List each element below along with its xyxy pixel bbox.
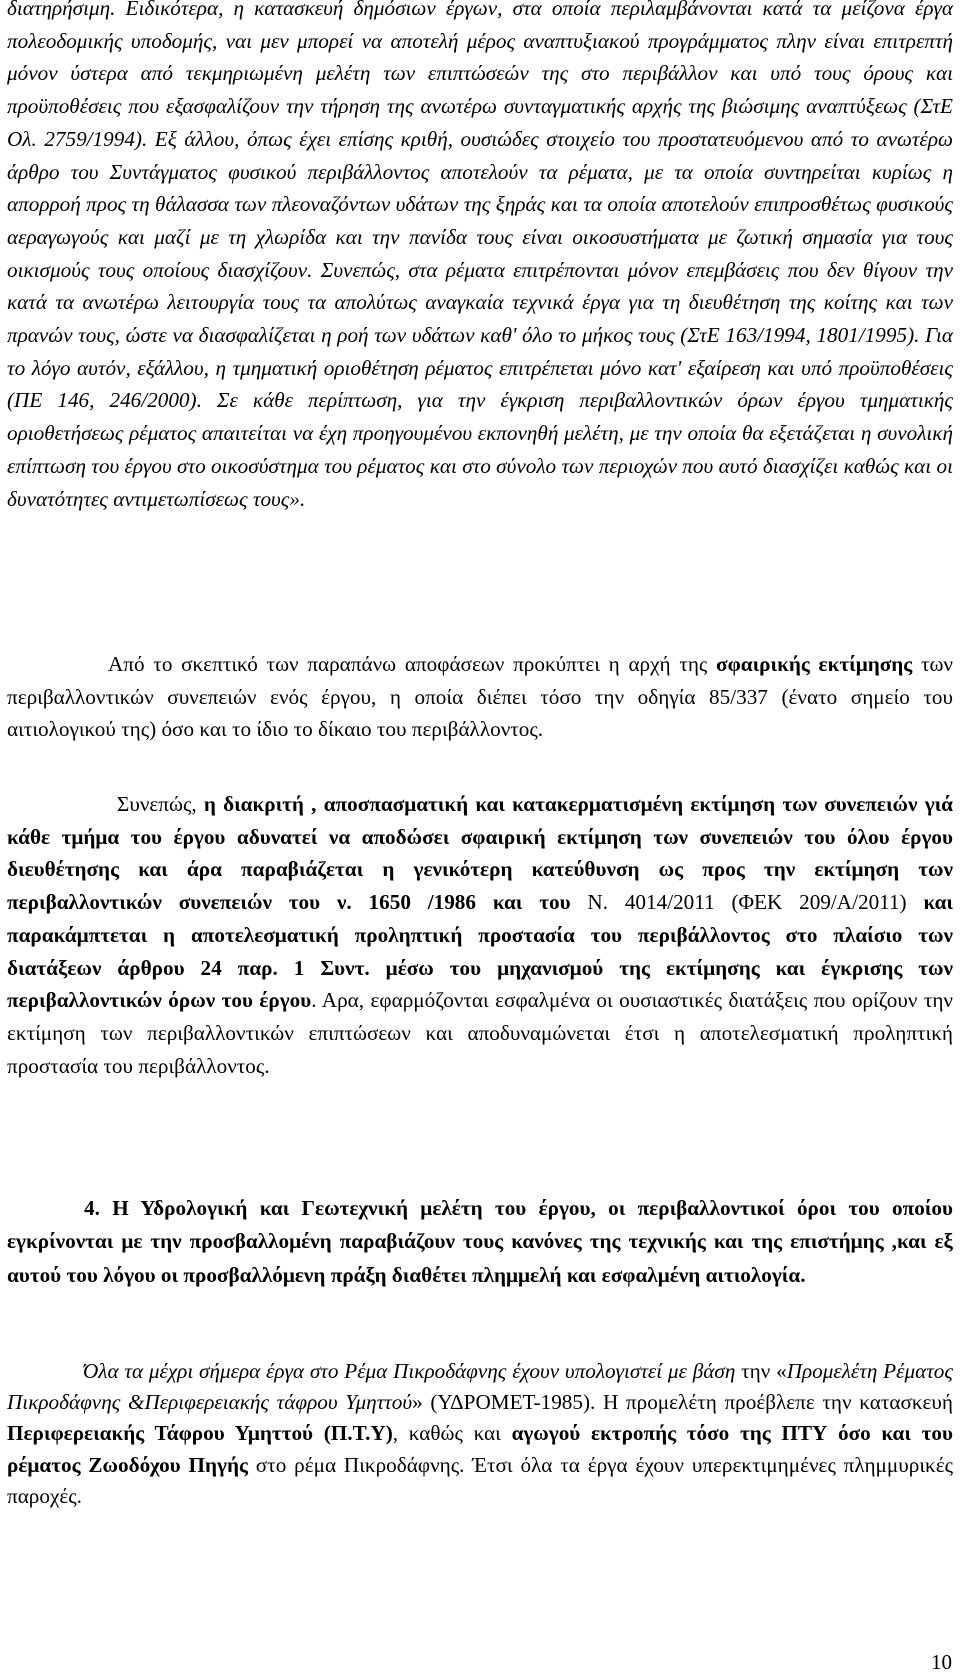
paragraph-text: » (ΥΔΡΟΜΕΤ-1985). Η προμελέτη προέβλεπε την κατασκευή xyxy=(412,1390,954,1415)
paragraph-text: Από το σκεπτικό των παραπάνω αποφάσεων προκύπτει η αρχή της xyxy=(108,652,717,676)
paragraph-text: . Αρα, εφαρμόζονται εσφαλμένα οι ουσιαστικές διατάξεις που ορίζουν την εκτίμηση των περιβαλλοντικών επιπτώσεων και αποδυναμώνεται έτσι η αποτελεσματική προληπτική προστασία του περιβάλλοντος. xyxy=(7,988,953,1078)
bold-phrase: η διακριτή , αποσπασματική και κατακερματισμένη εκτίμηση των συνεπειών γιά κάθε τμήμα του έργου αδυνατεί να αποδώσει σφαιρική εκτίμηση των συνεπειών του όλου έργου διευθέτησης και άρα παραβιάζεται η γενικότερη κατεύθυνση ως προς την εκτίμηση των περιβαλλοντικών συνεπειών του ν. 1650 /1986 και του xyxy=(7,792,953,915)
section-heading-text: 4. Η Υδρολογική και Γεωτεχνική μελέτη του έργου, οι περιβαλλοντικοί όροι του οποίου εγκρίνονται με την προσβαλλομένη παραβιάζουν τους κανόνες της τεχνικής και της επιστήμης ,και εξ αυτού του λόγου οι προσβαλλόμενη πράξη διαθέτει πλημμελή και εσφαλμένη αιτιολογία. xyxy=(7,1196,953,1287)
italic-phrase: Προμελέτη Ρέματος Πικροδάφνης &Περιφερειακής τάφρου Υμηττού xyxy=(7,1359,953,1415)
section-heading xyxy=(7,1192,953,1292)
italic-phrase: Όλα τα μέχρι σήμερα έργα στο Ρέμα Πικροδάφνης έχουν υπολογιστεί με βάση xyxy=(83,1359,736,1383)
paragraph-holistic-assessment xyxy=(7,648,953,746)
paragraph-pikrodafni-studies xyxy=(7,1356,953,1512)
paragraph-text: , καθώς και xyxy=(392,1421,512,1446)
page-number: 10 xyxy=(931,1650,952,1674)
paragraph-text: την « xyxy=(735,1359,787,1383)
paragraph-fragmented-assessment xyxy=(7,788,953,1082)
bold-phrase: σφαιρικής εκτίμησης xyxy=(716,652,913,676)
court-decision-quote xyxy=(7,0,953,515)
paragraph-text: στο ρέμα Πικροδάφνης. Έτσι όλα τα έργα έχουν υπερεκτιμημένες πλημμυρικές παροχές. xyxy=(7,1452,953,1508)
paragraph-text: Συνεπώς, xyxy=(117,792,204,816)
paragraph-text: των περιβαλλοντικών συνεπειών ενός έργου, η οποία διέπει τόσο την οδηγία 85/337 (ένατο σημείο του αιτιολογικού της) όσο και το ίδιο το δίκαιο του περιβάλλοντος. xyxy=(7,652,953,742)
quote-text: διατηρήσιμη. Ειδικότερα, η κατασκευή δημόσιων έργων, στα οποία περιλαμβάνονται κατά τα μείζονα έργα πολεοδομικής υποδομής, ναι μεν μπορεί να αποτελή μέρος αναπτυξιακού προγράμματος πλην είναι επιτρεπτή μόνον ύστερα από τεκμηριωμένη μελέτη των επιπτώσεών της στο περιβάλλον και υπό τους όρους και προϋποθέσεις που εξασφαλίζουν την τήρηση της ανωτέρω συνταγματικής αρχής της βιώσιμης αναπτύξεως (ΣτΕ Ολ. 2759/1994). Εξ άλλου, όπως έχει επίσης κριθή, ουσιώδες στοιχείο του προστατευόμενου από το ανωτέρω άρθρο του Συντάγματος φυσικού περιβάλλοντος αποτελούν τα ρέματα, με τα οποία συντηρείται κυρίως η απορροή προς τη θάλασσα των πλεοναζόντων υδάτων της ξηράς και τα οποία αποτελούν επιπροσθέτως φυσικούς αεραγωγούς και μαζί με τη χλωρίδα και την πανίδα τους είναι οικοσυστήματα με ζωτική σημασία για τους οικισμούς τους οποίους διασχίζουν. Συνεπώς, στα ρέματα επιτρέπονται μόνον επεμβάσεις που δεν θίγουν την κατά τα ανωτέρω λειτουργία τους τα απολύτως αναγκαία τεχνικά έργα για τη διευθέτηση της κοίτης και των πρανών τους, ώστε να διασφαλίζεται η ροή των υδάτων καθ' όλο το μήκος τους (ΣτΕ 163/1994, 1801/1995). Για το λόγο αυτόν, εξάλλου, η τμηματική οριοθέτηση ρέματος επιτρέπεται μόνο κατ' εξαίρεση και υπό προϋποθέσεις (ΠΕ 146, 246/2000). Σε κάθε περίπτωση, για την έγκριση περιβαλλοντικών όρων έργου τμηματικής οριοθετήσεως ρέματος απαιτείται να έχη προηγουμένου εκπονηθή μελέτη, με την οποία θα εξετάζεται η συνολική επίπτωση του έργου στο οικοσύστημα του ρέματος και στο σύνολο των περιοχών που αυτό διασχίζει καθώς και οι δυνατότητες αντιμετωπίσεως τους». xyxy=(7,0,953,511)
bold-phrase: και παρακάμπτεται η αποτελεσματική προληπτική προστασία του περιβάλλοντος στο πλαίσιο των διατάξεων άρθρου 24 παρ. 1 Συντ. μέσω του μηχανισμού της εκτίμησης και έγκρισης των περιβαλλοντικών όρων του έργου xyxy=(7,890,953,1013)
paragraph-text: Ν. 4014/2011 (ΦΕΚ 209/Α/2011) xyxy=(570,890,924,915)
bold-phrase: Περιφερειακής Τάφρου Υμηττού (Π.Τ.Υ) xyxy=(7,1421,393,1446)
bold-phrase: αγωγού εκτροπής τόσο της ΠΤΥ όσο και του ρέματος Ζωοδόχου Πηγής xyxy=(7,1421,954,1477)
